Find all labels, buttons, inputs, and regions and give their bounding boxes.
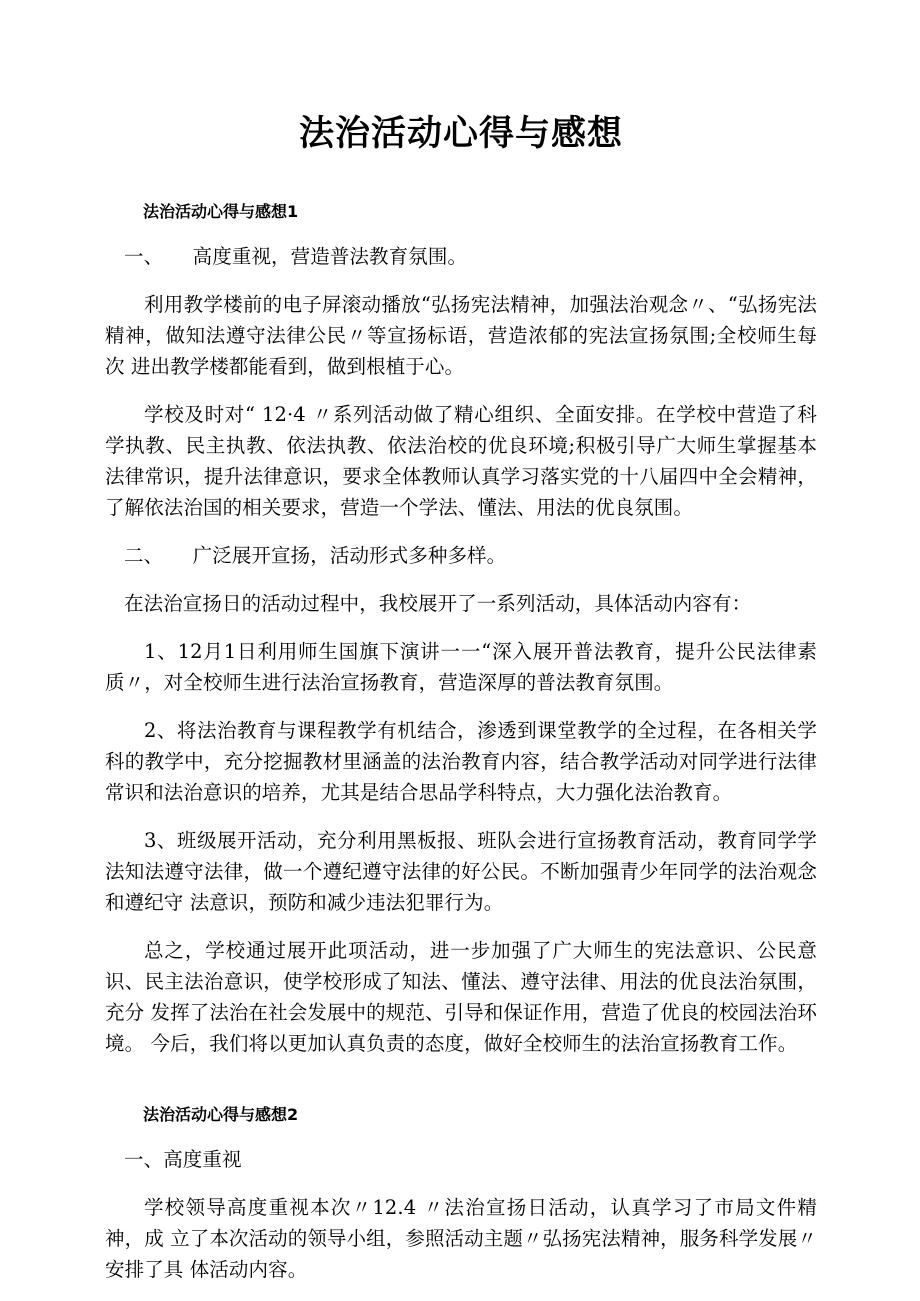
- section-2-paragraph-2: 学校领导高度重视本次〃12.4 〃法治宣扬日活动，认真学习了市局文件精神，成 立了本次活动的领导小组，参照活动主题〃弘扬宪法精神，服务科学发展〃安排了具 体活动内容。: [105, 1196, 817, 1281]
- section-1-paragraph-1: 一、 高度重视，营造普法教育氛围。: [124, 245, 468, 268]
- section-heading-1: 法治活动心得与感想1: [143, 202, 299, 221]
- section-1-paragraph-2: 利用教学楼前的电子屏滚动播放“弘扬宪法精神，加强法治观念〃、“弘扬宪法精神，做知法遵守法律公民〃等宣扬标语，营造浓郁的宪法宣扬氛围;全校师生每次 进出教学楼都能看到，做到根植于心。: [105, 293, 817, 378]
- section-1-conclusion: 总之，学校通过展开此项活动，进一步加强了广大师生的宪法意识、公民意 识、民主法治意识，使学校形成了知法、懂法、遵守法律、用法的优良法治氛围，充分 发挥了法治在社会发展中的规范、引导和保证作用，营造了优良的校园法治环境。 今后，我们将以更加认真负责的态度，做好全校师生的法治宣扬教育工作。: [105, 939, 824, 1055]
- section-2-paragraph-1: 一、高度重视: [124, 1148, 242, 1171]
- section-1-paragraph-3: 学校及时对“ 12·4 〃系列活动做了精心组织、全面安排。在学校中营造了科学执教、民主执教、依法执教、依法治校的优良环境;积极引导广大师生掌握基本法律常识，提升法律意识，要求全体教师认真学习落实党的十八届四中全会精神，了解依法治国的相关要求，营造一个学法、懂法、用法的优良氛围。: [105, 403, 817, 519]
- document-body: [105, 0, 824, 1285]
- page-title: 法治活动心得与感想: [298, 114, 623, 154]
- section-1-paragraph-4: 二、 广泛展开宣扬，活动形式多种多样。: [124, 544, 507, 567]
- section-1-list-item-1: 1、12月1日利用师生国旗下演讲一一“深入展开普法教育，提升公民法律素 质〃，对全校师生进行法治宣扬教育，营造深厚的普法教育氛围。: [105, 640, 824, 694]
- section-1-list-item-2: 2、将法治教育与课程教学有机结合，渗透到课堂教学的全过程，在各相关学科的教学中，充分挖掘教材里涵盖的法治教育内容，结合教学活动对同学进行法律常识和法治意识的培养，尤其是结合思品学科特点，大力强化法治教育。: [105, 719, 817, 804]
- section-1-list-item-3: 3、班级展开活动，充分利用黑板报、班队会进行宣扬教育活动，教育同学学法知法遵守法律，做一个遵纪遵守法律的好公民。不断加强青少年同学的法治观念和遵纪守 法意识，预防和减少违法犯罪行为。: [105, 829, 817, 914]
- section-1-paragraph-5: 在法治宣扬日的活动过程中，我校展开了一系列活动，具体活动内容有：: [124, 592, 752, 615]
- section-heading-2: 法治活动心得与感想2: [143, 1105, 299, 1124]
